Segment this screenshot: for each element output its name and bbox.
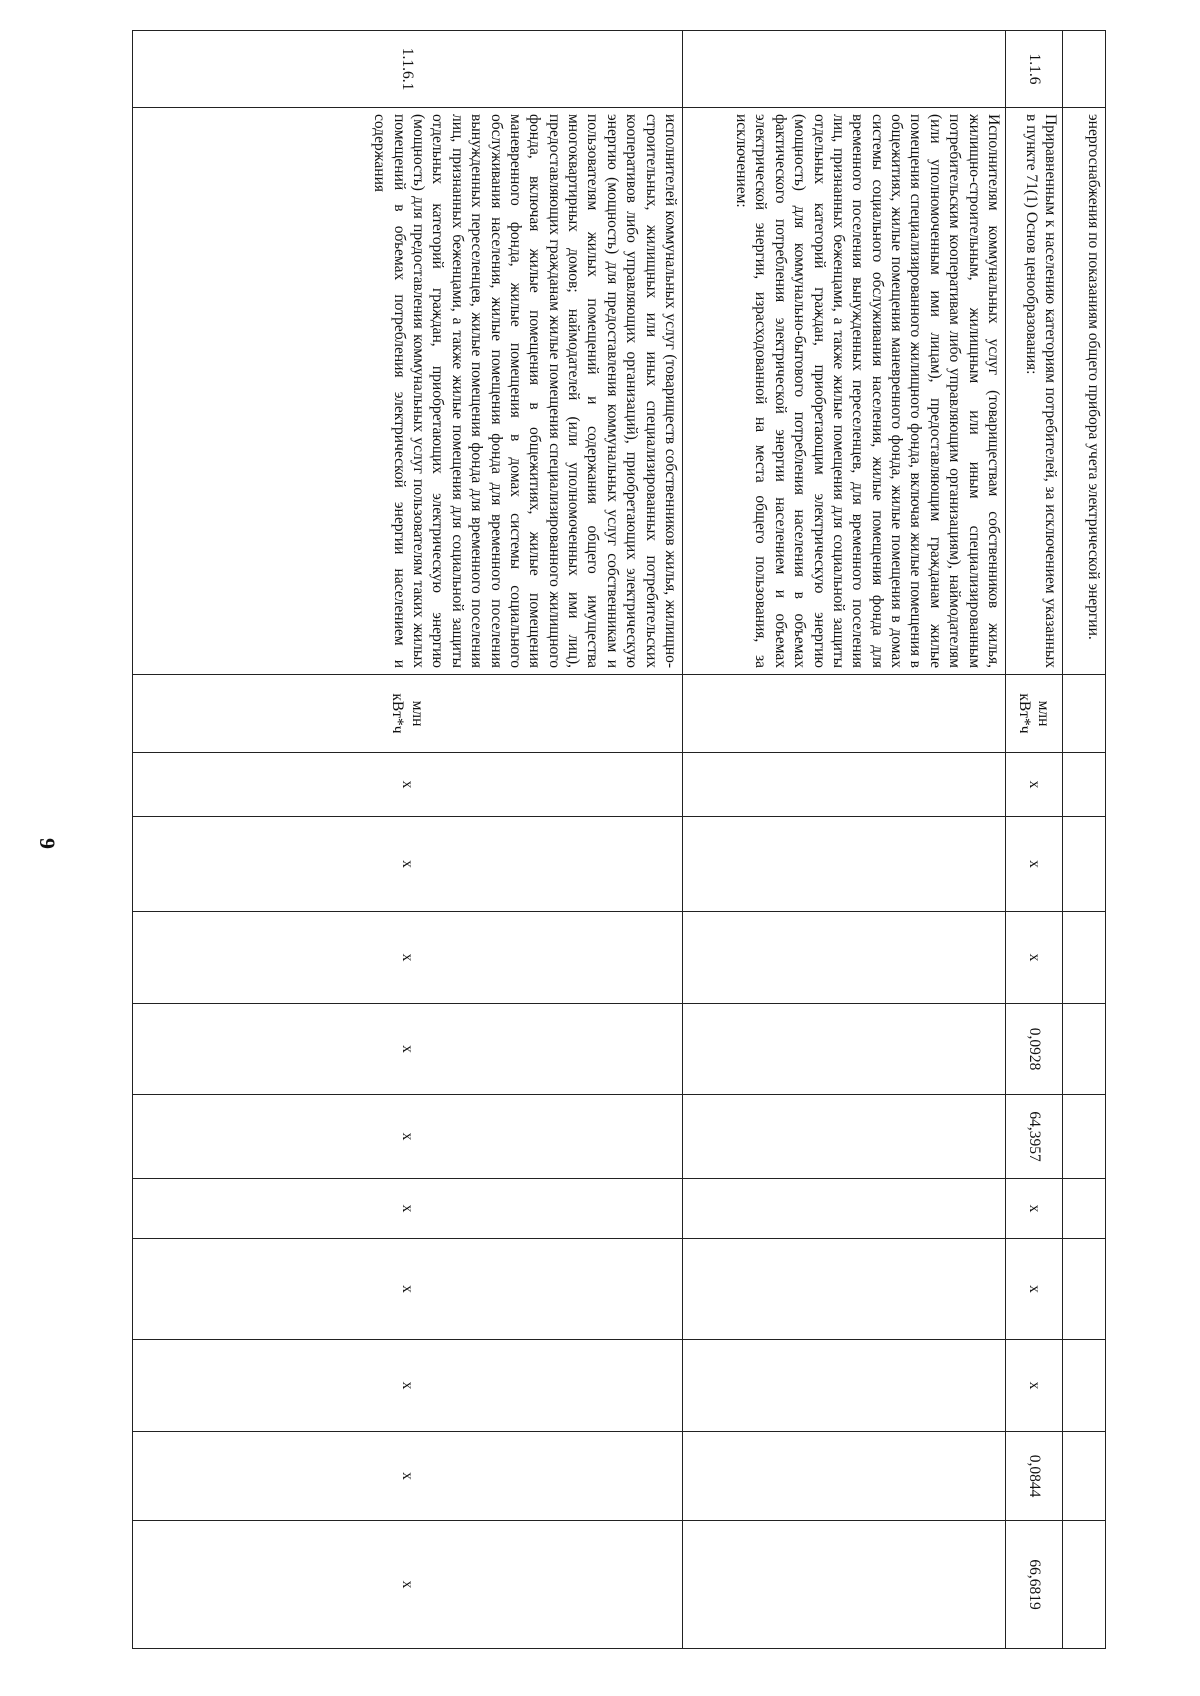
table-row bbox=[1006, 31, 1063, 1649]
value-cell bbox=[683, 1095, 1006, 1179]
value-cell bbox=[1063, 1432, 1106, 1521]
value-cell bbox=[1063, 912, 1106, 1004]
row-description: исполнителей коммунальных услуг (товариществ собственников жилья, жилищно-строительных, жилищных или иных специализированных потребительских кооперативов либо управляющих организаций), приобретающих электрическую энергию (мощность) для предоставления коммунальных услуг собственникам и пользователям жилых помещений и содержания общего имущества многоквартирных домов; наймодателей (или уполномоченных ими лиц), предоставляющих гражданам жилые помещения специализированного жилищного фонда, включая жилые помещения в общежитиях, жилые помещения маневренного фонда, жилые помещения в домах системы социального обслуживания населения, жилые помещения фонда для временного поселения вынужденных переселенцев, жилые помещения фонда для временного поселения лиц, признанных беженцами, а также жилые помещения для социальной защиты отдельных категорий граждан, приобретающих электрическую энергию (мощность) для предоставления коммунальных услуг пользователям таких жилых помещений в объемах потребления электрической энергии населением и содержания bbox=[133, 108, 683, 675]
table-row bbox=[683, 31, 1006, 1649]
value-cell bbox=[683, 1239, 1006, 1340]
value-cell: x bbox=[1006, 1239, 1063, 1340]
value-cell: x bbox=[133, 1521, 683, 1649]
value-cell bbox=[683, 1340, 1006, 1432]
row-description: Приравненным к населению категориям потребителей, за исключением указанных в пункте 71(1) Основ ценообразования: bbox=[1006, 108, 1063, 675]
value-cell: x bbox=[133, 912, 683, 1004]
value-cell: 0,0928 bbox=[1006, 1004, 1063, 1095]
value-cell: x bbox=[133, 753, 683, 817]
value-cell bbox=[1063, 1521, 1106, 1649]
value-cell: x bbox=[1006, 912, 1063, 1004]
value-cell: 0,0844 bbox=[1006, 1432, 1063, 1521]
table-row bbox=[1063, 31, 1106, 1649]
value-cell bbox=[683, 1432, 1006, 1521]
row-number: 1.1.6.1 bbox=[133, 31, 683, 108]
unit-cell bbox=[683, 675, 1006, 753]
value-cell: x bbox=[133, 1095, 683, 1179]
value-cell bbox=[1063, 817, 1106, 912]
value-cell bbox=[1063, 1179, 1106, 1239]
value-cell: x bbox=[133, 1432, 683, 1521]
unit-cell: млн кВт*ч bbox=[1006, 675, 1063, 753]
table-row bbox=[133, 31, 683, 1649]
value-cell: x bbox=[133, 1239, 683, 1340]
value-cell: 64,3957 bbox=[1006, 1095, 1063, 1179]
value-cell bbox=[1063, 1340, 1106, 1432]
value-cell: x bbox=[133, 817, 683, 912]
value-cell: x bbox=[133, 1340, 683, 1432]
value-cell: x bbox=[133, 1179, 683, 1239]
row-number bbox=[683, 31, 1006, 108]
value-cell bbox=[1063, 1004, 1106, 1095]
row-description: энергоснабжения по показаниям общего прибора учета электрической энергии. bbox=[1063, 108, 1106, 675]
row-number bbox=[1063, 31, 1106, 108]
value-cell bbox=[683, 1521, 1006, 1649]
value-cell bbox=[683, 1179, 1006, 1239]
value-cell bbox=[1063, 1239, 1106, 1340]
value-cell: x bbox=[133, 1004, 683, 1095]
value-cell bbox=[683, 817, 1006, 912]
value-cell: x bbox=[1006, 1179, 1063, 1239]
row-description: Исполнителям коммунальных услуг (товариществам собственников жилья, жилищно-строительным, жилищным или иным специализированным потребительским кооперативам либо управляющим организациям), наймодателям (или уполномоченным ими лицам), предоставляющим гражданам жилые помещения специализированного жилищного фонда, включая жилые помещения в общежитиях, жилые помещения маневренного фонда, жилые помещения в домах системы социального обслуживания населения, жилые помещения фонда для временного поселения вынужденных переселенцев, для временного поселения лиц, признанных беженцами, а также жилые помещения для социальной защиты отдельных категорий граждан, приобретающим электрическую энергию (мощность) для коммунально-бытового потребления населения в объемах фактического потребления электрической энергии населением и объемах электрической энергии, израсходованной на места общего пользования, за исключением: bbox=[683, 108, 1006, 675]
value-cell bbox=[1063, 753, 1106, 817]
value-cell: x bbox=[1006, 753, 1063, 817]
tariff-table-page bbox=[123, 30, 1106, 1648]
row-number: 1.1.6 bbox=[1006, 31, 1063, 108]
value-cell bbox=[683, 1004, 1006, 1095]
table-body bbox=[133, 31, 1106, 1649]
value-cell bbox=[1063, 1095, 1106, 1179]
value-cell: x bbox=[1006, 1340, 1063, 1432]
unit-cell: млн кВт*ч bbox=[133, 675, 683, 753]
unit-cell bbox=[1063, 675, 1106, 753]
tariff-table bbox=[132, 30, 1106, 1649]
value-cell: x bbox=[1006, 817, 1063, 912]
value-cell bbox=[683, 753, 1006, 817]
value-cell bbox=[683, 912, 1006, 1004]
page-number: 9 bbox=[35, 838, 60, 849]
value-cell: 66,6819 bbox=[1006, 1521, 1063, 1649]
